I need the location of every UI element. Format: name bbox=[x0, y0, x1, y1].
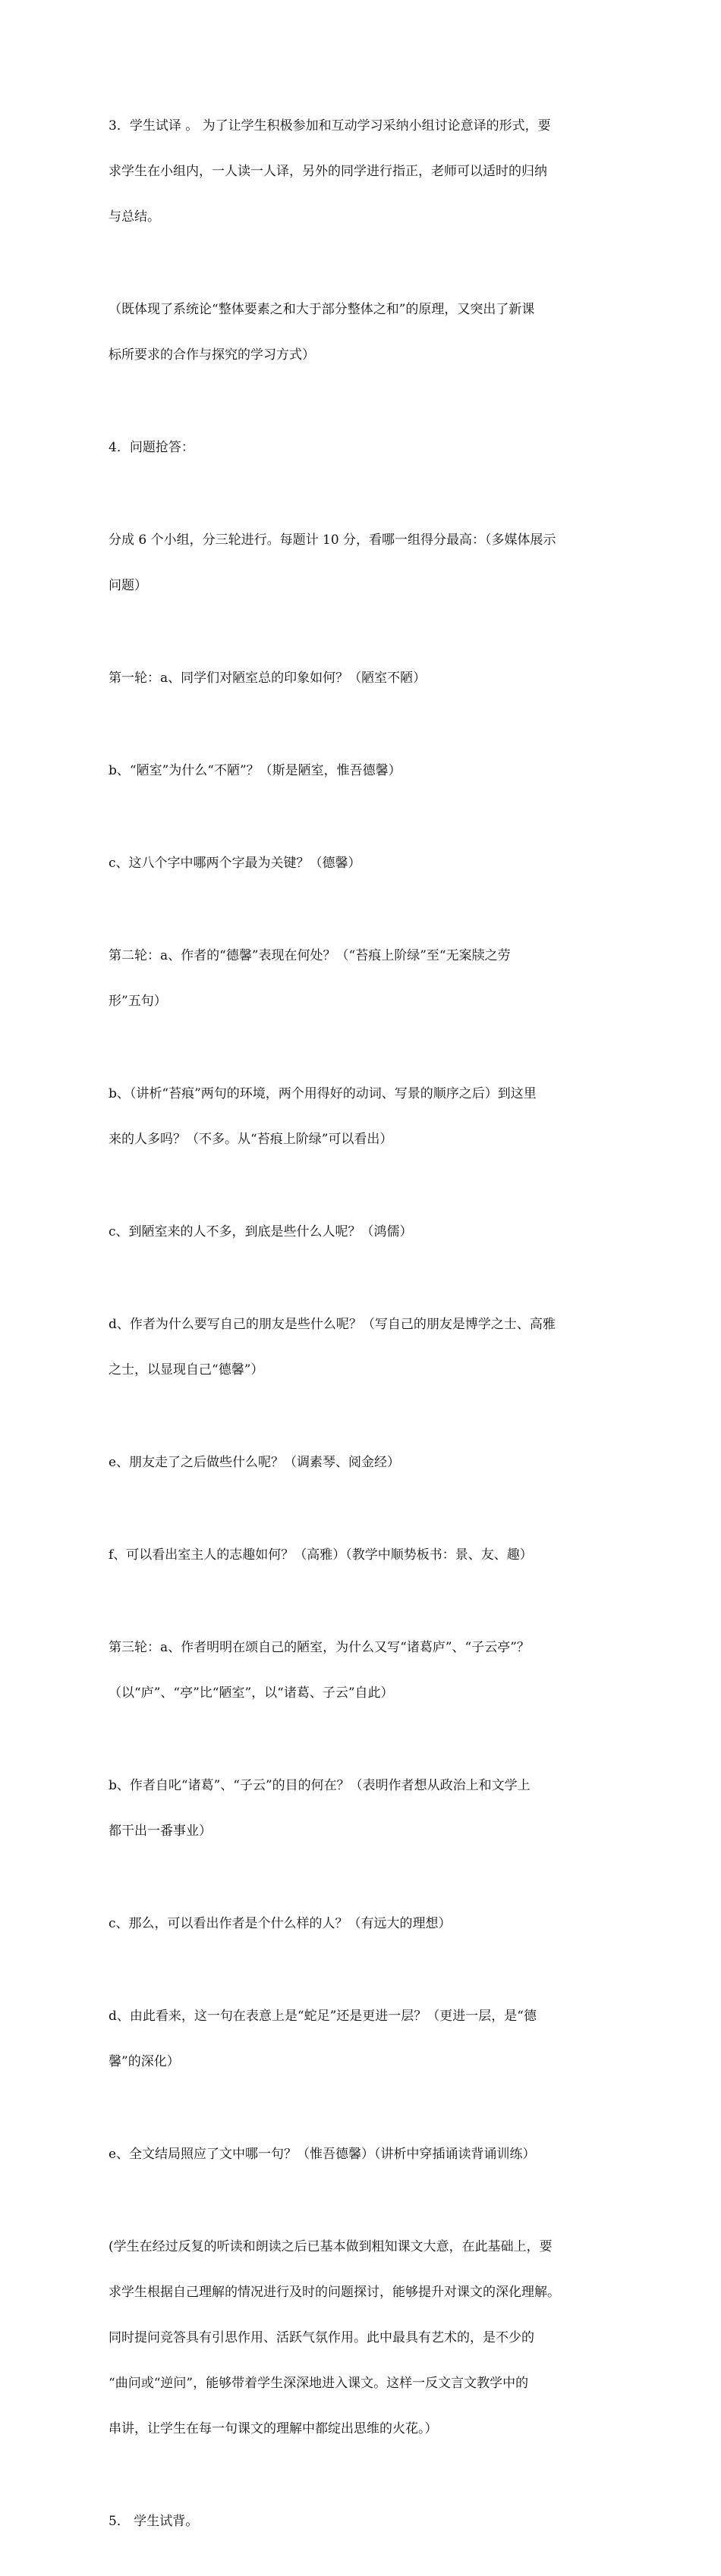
text-line: b、作者自叱“诸葛”、“子云”的目的何在？（表明作者想从政治上和文学上 bbox=[109, 1778, 531, 1793]
text-line: (学生在经过反复的听读和朗读之后已基本做到粗知课文大意，在此基础上，要 bbox=[109, 2239, 553, 2254]
paragraph-note-2 bbox=[109, 2209, 619, 2467]
text-line: b、（讲析“苔痕”两句的环境，两个用得好的动词、写景的顺序之后）到这里 bbox=[109, 1086, 537, 1101]
text-line: e、全文结局照应了文中哪一句？（惟吾德馨）（讲析中穿插诵读背诵训练） bbox=[109, 2147, 536, 2162]
text-line: 问题） bbox=[109, 578, 147, 593]
text-line: b、“陋室”为什么“不陋”？（斯是陋室，惟吾德馨） bbox=[109, 763, 401, 778]
text-line: f、可以看出室主人的志趣如何？（高雅）（教学中顺势板书：景、友、趣） bbox=[109, 1547, 533, 1563]
question-round2-e bbox=[109, 1425, 619, 1500]
text-line: d、由此看来，这一句在表意上是“蛇足”还是更进一层？（更进一层，是“德 bbox=[109, 2009, 537, 2024]
text-line: 形”五句） bbox=[109, 994, 167, 1009]
question-round3-c bbox=[109, 1886, 619, 1962]
text-line: 第一轮：a、同学们对陋室总的印象如何？（陋室不陋） bbox=[109, 671, 427, 686]
text-line: 第三轮：a、作者明明在颂自己的陋室，为什么又写“诸葛庐”、“子云亭”？ bbox=[109, 1640, 530, 1655]
paragraph-step3 bbox=[109, 88, 619, 255]
text-line: 4．问题抢答： bbox=[109, 440, 194, 455]
question-round2-b bbox=[109, 1056, 619, 1177]
text-line: 来的人多吗？（不多。从“苔痕上阶绿”可以看出） bbox=[109, 1132, 393, 1147]
question-round1-c bbox=[109, 825, 619, 901]
text-line: 分成 6 个小组，分三轮进行。每题计 10 分，看哪一组得分最高：（多媒体展示 bbox=[109, 532, 556, 548]
text-line: 求学生根据自己理解的情况进行及时的问题探讨，能够提升对课文的深化理解。 bbox=[109, 2285, 560, 2300]
paragraph-step5 bbox=[109, 2483, 619, 2559]
question-round3-b bbox=[109, 1748, 619, 1869]
text-line: 串讲，让学生在每一句课文的理解中都绽出思维的火花。） bbox=[109, 2421, 438, 2436]
text-line: 同时提问竞答具有引思作用、活跃气氛作用。此中最具有艺术的，是不少的 bbox=[109, 2330, 534, 2345]
text-line: （既体现了系统论“整体要素之和大于部分整体之和”的原理，又突出了新课 bbox=[109, 302, 535, 317]
question-round3-a bbox=[109, 1610, 619, 1731]
question-round1-b bbox=[109, 733, 619, 809]
text-line: c、到陋室来的人不多，到底是些什么人呢？（鸿儒） bbox=[109, 1224, 413, 1239]
question-round2-d bbox=[109, 1286, 619, 1408]
question-round3-e bbox=[109, 2116, 619, 2192]
text-line: 第二轮：a、作者的“德馨”表现在何处？（“苔痕上阶绿”至“无案牍之劳 bbox=[109, 948, 511, 963]
text-line: c、这八个字中哪两个字最为关键？（德馨） bbox=[109, 856, 361, 871]
paragraph-note-1 bbox=[109, 272, 619, 393]
text-line: （以“庐”、“亭”比“陋室”，以“诸葛、子云”自此） bbox=[109, 1685, 394, 1701]
paragraph-rules bbox=[109, 502, 619, 624]
question-round2-f bbox=[109, 1517, 619, 1593]
question-round1-a bbox=[109, 640, 619, 716]
question-round3-d bbox=[109, 1978, 619, 2100]
paragraph-step4-heading bbox=[109, 410, 619, 485]
text-line: 求学生在小组内，一人读一人译，另外的同学进行指正，老师可以适时的归纳 bbox=[109, 164, 547, 179]
text-line: e、朋友走了之后做些什么呢？（调素琴、阅金经） bbox=[109, 1455, 401, 1470]
text-line: 5． 学生试背。 bbox=[109, 2514, 199, 2529]
text-line: 都干出一番事业） bbox=[109, 1824, 212, 1839]
text-line: 标所要求的合作与探究的学习方式） bbox=[109, 347, 315, 363]
text-line: “曲问或“逆问”，能够带着学生深深地进入课文。这样一反文言文教学中的 bbox=[109, 2376, 529, 2391]
text-line: 与总结。 bbox=[109, 209, 160, 225]
text-line: 馨”的深化） bbox=[109, 2054, 180, 2069]
question-round2-c bbox=[109, 1194, 619, 1270]
document-body bbox=[109, 88, 619, 2576]
text-line: c、那么，可以看出作者是个什么样的人？（有远大的理想） bbox=[109, 1916, 452, 1931]
text-line: d、作者为什么要写自己的朋友是些什么呢？（写自己的朋友是博学之士、高雅 bbox=[109, 1317, 556, 1332]
question-round2-a bbox=[109, 918, 619, 1039]
text-line: 之士，以显现自己“德馨”） bbox=[109, 1362, 264, 1378]
text-line: 3．学生试译 。 为了让学生积极参加和互动学习采纳小组讨论意译的形式，要 bbox=[109, 118, 551, 134]
